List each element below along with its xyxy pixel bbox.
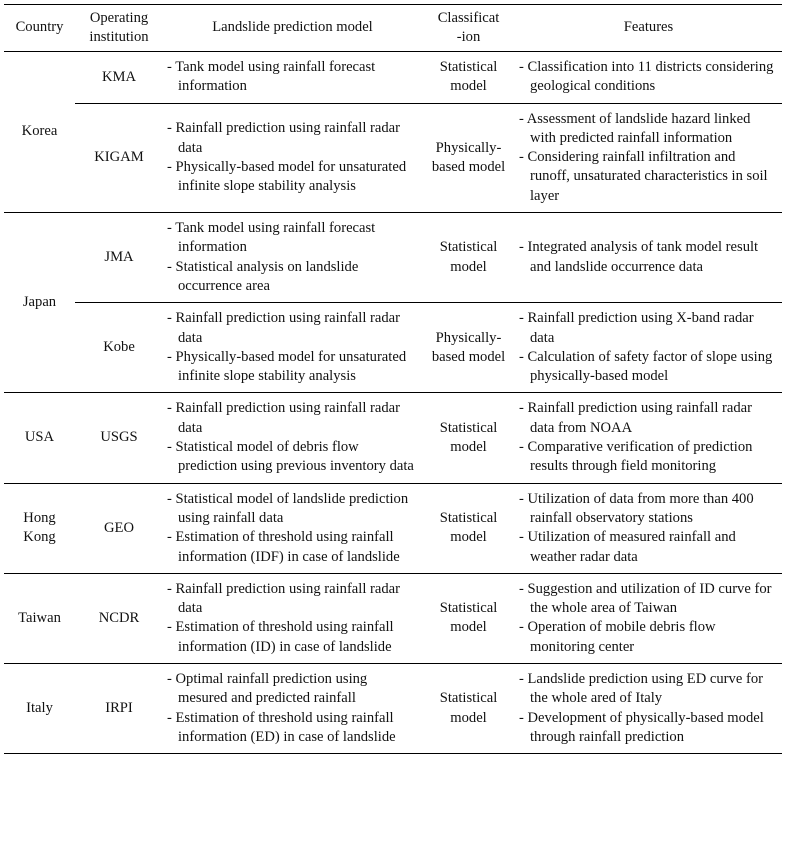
features-cell bbox=[515, 573, 782, 663]
header-classification-line2: -ion bbox=[456, 29, 481, 45]
list-item: - Suggestion and utilization of ID curve for the whole area of Taiwan bbox=[519, 580, 778, 619]
list-item: - Considering rainfall infiltration and runoff, unsaturated characteristics in soil layer bbox=[519, 148, 778, 206]
features-cell bbox=[515, 303, 782, 393]
classification-line1: Statistical bbox=[439, 419, 498, 436]
classification-line2: model bbox=[450, 529, 487, 546]
table-row bbox=[4, 52, 782, 104]
list-item: - Rainfall prediction using rainfall radar data bbox=[167, 580, 418, 619]
institution-cell: KIGAM bbox=[75, 103, 163, 212]
list-item: - Operation of mobile debris flow monitoring center bbox=[519, 618, 778, 657]
model-cell bbox=[163, 573, 422, 663]
header-features: Features bbox=[515, 5, 782, 52]
header-institution-line1: Operating bbox=[89, 9, 149, 26]
model-cell bbox=[163, 213, 422, 303]
model-cell bbox=[163, 52, 422, 104]
list-item: - Physically-based model for unsaturated infinite slope stability analysis bbox=[167, 158, 418, 197]
list-item: - Landslide prediction using ED curve for the whole ared of Italy bbox=[519, 670, 778, 709]
table-row bbox=[4, 483, 782, 573]
country-cell: Korea bbox=[4, 52, 75, 213]
list-item: - Assessment of landslide hazard linked with predicted rainfall information bbox=[519, 110, 778, 149]
features-cell bbox=[515, 213, 782, 303]
institution-cell: Kobe bbox=[75, 303, 163, 393]
classification-line1: Statistical bbox=[439, 690, 498, 707]
list-item: - Estimation of threshold using rainfall information (ID) in case of landslide bbox=[167, 618, 418, 657]
country-line1: Hong bbox=[23, 509, 56, 526]
classification-cell bbox=[422, 213, 515, 303]
list-item: - Statistical model of debris flow prediction using previous inventory data bbox=[167, 438, 418, 477]
list-item: - Calculation of safety factor of slope using physically-based model bbox=[519, 348, 778, 387]
model-cell bbox=[163, 393, 422, 483]
features-cell bbox=[515, 52, 782, 104]
classification-cell bbox=[422, 664, 515, 754]
header-classification bbox=[422, 5, 515, 52]
list-item: - Integrated analysis of tank model result and landslide occurrence data bbox=[519, 238, 778, 277]
list-item: - Rainfall prediction using X-band radar data bbox=[519, 309, 778, 348]
list-item: - Statistical model of landslide prediction using rainfall data bbox=[167, 490, 418, 529]
list-item: - Comparative verification of prediction results through field monitoring bbox=[519, 438, 778, 477]
header-model: Landslide prediction model bbox=[163, 5, 422, 52]
institution-cell: NCDR bbox=[75, 573, 163, 663]
institution-cell: KMA bbox=[75, 52, 163, 104]
country-cell: USA bbox=[4, 393, 75, 483]
features-cell bbox=[515, 664, 782, 754]
list-item: - Optimal rainfall prediction using mesured and predicted rainfall bbox=[167, 670, 418, 709]
list-item: - Development of physically-based model through rainfall prediction bbox=[519, 709, 778, 748]
list-item: - Rainfall prediction using rainfall radar data from NOAA bbox=[519, 399, 778, 438]
classification-line2: model bbox=[450, 439, 487, 456]
classification-line1: Statistical bbox=[439, 600, 498, 617]
classification-line1: Statistical bbox=[439, 239, 498, 256]
classification-line1: Physically- bbox=[435, 329, 502, 346]
institution-cell: IRPI bbox=[75, 664, 163, 754]
header-institution bbox=[75, 5, 163, 52]
institution-cell: GEO bbox=[75, 483, 163, 573]
classification-line2: based model bbox=[431, 348, 506, 365]
classification-cell bbox=[422, 103, 515, 212]
classification-line2: model bbox=[450, 78, 487, 95]
classification-cell bbox=[422, 483, 515, 573]
model-cell bbox=[163, 303, 422, 393]
classification-line2: model bbox=[450, 619, 487, 636]
classification-line2: model bbox=[450, 258, 487, 275]
table-row bbox=[4, 303, 782, 393]
model-cell bbox=[163, 664, 422, 754]
table-row bbox=[4, 213, 782, 303]
table-row bbox=[4, 393, 782, 483]
features-cell bbox=[515, 483, 782, 573]
features-cell bbox=[515, 103, 782, 212]
table-row bbox=[4, 664, 782, 754]
list-item: - Estimation of threshold using rainfall information (ED) in case of landslide bbox=[167, 709, 418, 748]
header-institution-line2: institution bbox=[89, 29, 149, 45]
list-item: - Rainfall prediction using rainfall radar data bbox=[167, 399, 418, 438]
table-row bbox=[4, 103, 782, 212]
list-item: - Rainfall prediction using rainfall radar data bbox=[167, 119, 418, 158]
classification-line1: Statistical bbox=[439, 59, 498, 75]
country-cell: Japan bbox=[4, 213, 75, 393]
classification-line2: model bbox=[450, 709, 487, 726]
list-item: - Physically-based model for unsaturated infinite slope stability analysis bbox=[167, 348, 418, 387]
list-item: - Statistical analysis on landslide occurrence area bbox=[167, 258, 418, 297]
model-cell bbox=[163, 483, 422, 573]
institution-cell: JMA bbox=[75, 213, 163, 303]
model-cell bbox=[163, 103, 422, 212]
header-classification-line1: Classificat bbox=[437, 9, 500, 26]
landslide-models-table bbox=[4, 4, 782, 754]
features-cell bbox=[515, 393, 782, 483]
list-item: - Utilization of data from more than 400 rainfall observatory stations bbox=[519, 490, 778, 529]
classification-line1: Physically- bbox=[435, 139, 502, 156]
country-cell: Italy bbox=[4, 664, 75, 754]
classification-cell bbox=[422, 52, 515, 104]
header-country: Country bbox=[4, 5, 75, 52]
list-item: - Classification into 11 districts considering geological conditions bbox=[519, 58, 778, 97]
classification-line2: based model bbox=[431, 158, 506, 175]
list-item: - Estimation of threshold using rainfall information (IDF) in case of landslide bbox=[167, 528, 418, 567]
classification-line1: Statistical bbox=[439, 509, 498, 526]
header-row bbox=[4, 5, 782, 52]
list-item: - Rainfall prediction using rainfall radar data bbox=[167, 309, 418, 348]
table-row bbox=[4, 573, 782, 663]
list-item: - Tank model using rainfall forecast information bbox=[167, 219, 418, 258]
list-item: - Utilization of measured rainfall and weather radar data bbox=[519, 528, 778, 567]
classification-cell bbox=[422, 303, 515, 393]
country-cell bbox=[4, 483, 75, 573]
country-cell: Taiwan bbox=[4, 573, 75, 663]
country-line2: Kong bbox=[23, 529, 56, 546]
classification-cell bbox=[422, 573, 515, 663]
list-item: - Tank model using rainfall forecast information bbox=[167, 58, 418, 97]
classification-cell bbox=[422, 393, 515, 483]
institution-cell: USGS bbox=[75, 393, 163, 483]
